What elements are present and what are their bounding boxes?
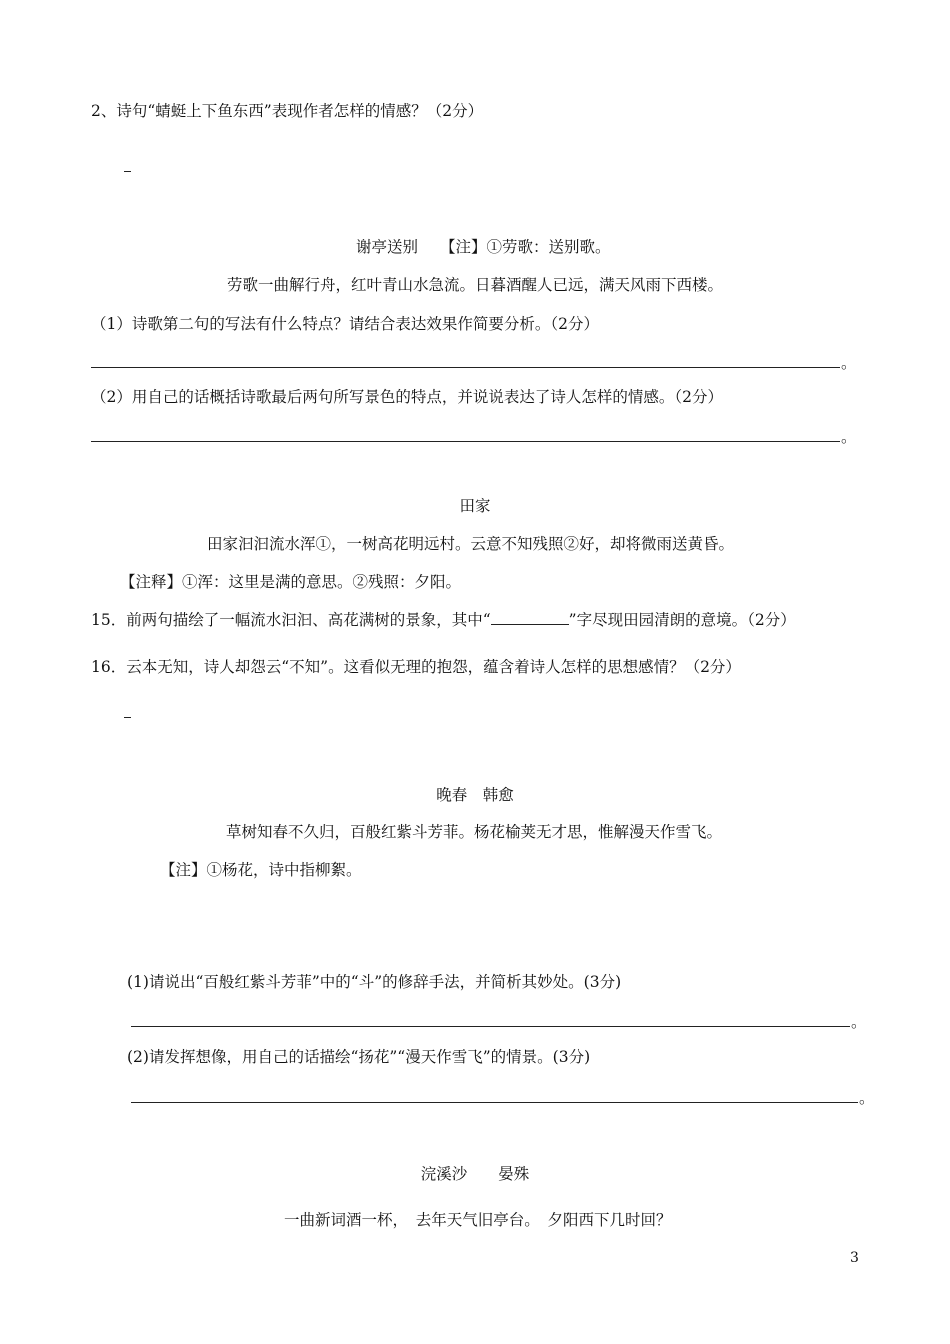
- fill-blank: [491, 610, 569, 625]
- poem-1-title: 谢亭送别: [356, 238, 419, 256]
- poem-2-note: 【注释】①浑：这里是满的意思。②残照：夕阳。: [120, 573, 462, 591]
- question-15-lead: 15．前两句描绘了一幅流水汩汩、高花满树的景象，其中“: [91, 611, 491, 629]
- question-16: 16．云本无知，诗人却怨云“不知”。这看似无理的抱怨，蕴含着诗人怎样的思想感情？（2分）: [91, 658, 741, 676]
- answer-end-mark: 。: [851, 1013, 867, 1031]
- answer-end-mark: 。: [841, 428, 857, 446]
- answer-dash: [124, 171, 131, 172]
- poem-3-note: 【注】①杨花，诗中指柳絮。: [160, 861, 362, 879]
- poem-1-question-1: （1）诗歌第二句的写法有什么特点？请结合表达效果作简要分析。（2分）: [91, 315, 599, 333]
- answer-end-mark: 。: [859, 1089, 875, 1107]
- poem-3-question-1: (1)请说出“百般红紫斗芳菲”中的“斗”的修辞手法，并简析其妙处。(3分): [127, 973, 622, 991]
- answer-line: [131, 1102, 858, 1103]
- poem-2-title: 田家: [459, 497, 491, 515]
- poem-2-body: 田家汩汩流水浑①，一树高花明远村。云意不知残照②好，却将微雨送黄昏。: [207, 535, 735, 553]
- answer-dash: [124, 717, 131, 718]
- answer-line: [131, 1026, 850, 1027]
- poem-4-title: 浣溪沙 晏殊: [420, 1165, 530, 1183]
- poem-1-question-2: （2）用自己的话概括诗歌最后两句所写景色的特点，并说说表达了诗人怎样的情感。（2分）: [91, 388, 723, 406]
- page-number: 3: [850, 1250, 859, 1266]
- poem-1-body: 劳歌一曲解行舟，红叶青山水急流。日暮酒醒人已远，满天风雨下西楼。: [226, 276, 723, 294]
- question-15: [91, 610, 796, 630]
- poem-3-title: 晚春 韩愈: [436, 786, 514, 804]
- poem-4-body: 一曲新词酒一杯， 去年天气旧亭台。 夕阳西下几时回？: [284, 1211, 672, 1229]
- question-2: 2、诗句“蜻蜓上下鱼东西”表现作者怎样的情感？（2分）: [91, 102, 484, 120]
- question-15-tail: ”字尽现田园清朗的意境。（2分）: [568, 611, 796, 629]
- answer-line: [91, 367, 840, 368]
- poem-3-body: 草树知春不久归，百般红紫斗芳菲。杨花榆荚无才思，惟解漫天作雪飞。: [226, 823, 723, 841]
- answer-end-mark: 。: [841, 354, 857, 372]
- poem-3-question-2: (2)请发挥想像，用自己的话描绘“扬花”“漫天作雪飞”的情景。(3分): [127, 1048, 591, 1066]
- answer-line: [91, 441, 840, 442]
- poem-1-note: 【注】①劳歌：送别歌。: [440, 238, 611, 256]
